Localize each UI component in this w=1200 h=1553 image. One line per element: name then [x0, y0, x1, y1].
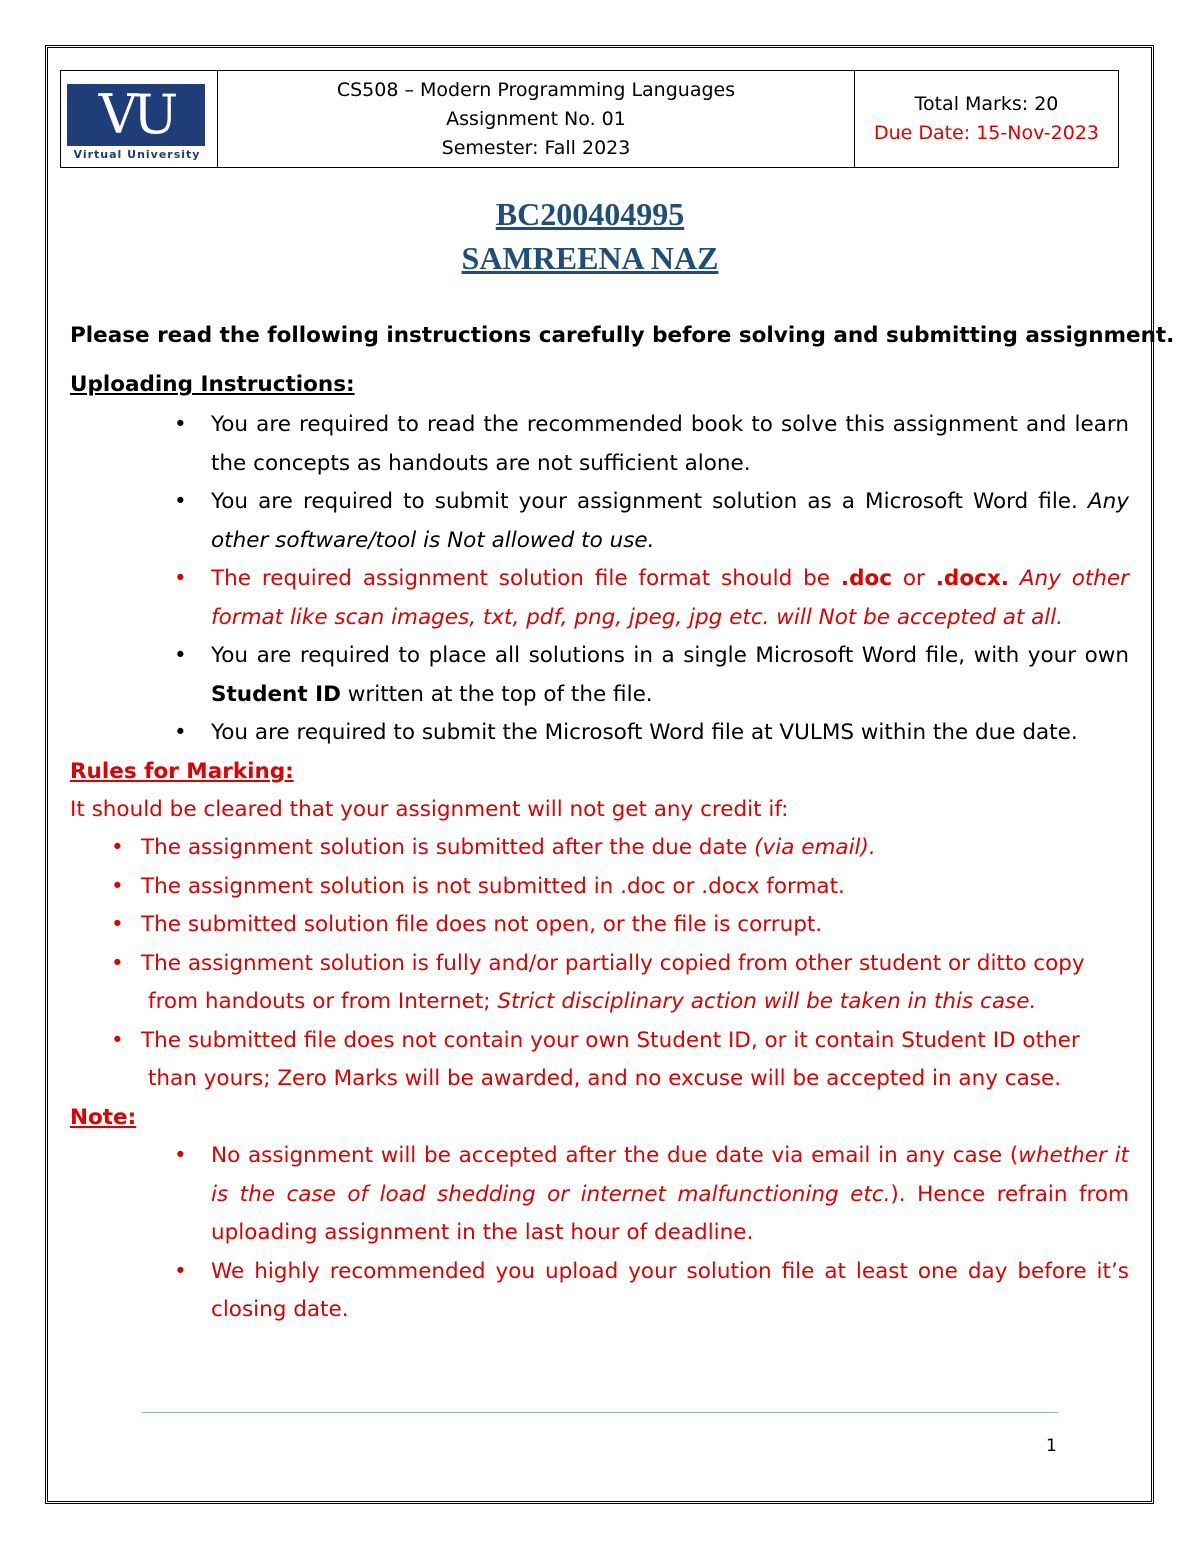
- list-item: • The assignment solution is fully and/or partially copied from other student or ditto copy from handouts or from Internet; Strict disciplinary action will be taken in this case.: [141, 945, 1129, 1022]
- note-heading: Note:: [70, 1105, 137, 1130]
- marks-info: [855, 71, 1119, 168]
- course-info: [218, 71, 855, 168]
- course-title: CS508 – Modern Programming Languages: [336, 78, 736, 101]
- list-item: • The assignment solution is submitted after the due date (via email).: [141, 829, 1129, 868]
- student-name: SAMREENA NAZ: [461, 240, 719, 276]
- list-item: • You are required to submit the Microsoft Word file at VULMS within the due date.: [211, 714, 1129, 753]
- uploading-heading: Uploading Instructions:: [70, 372, 355, 397]
- list-item: • The submitted file does not contain your own Student ID, or it contain Student ID other than yours; Zero Marks will be awarded, and no excuse will be accepted in any case.: [141, 1022, 1129, 1099]
- list-item: • The assignment solution is not submitted in .doc or .docx format.: [141, 868, 1129, 907]
- list-item: • We highly recommended you upload your solution file at least one day before it’s closing date.: [211, 1253, 1129, 1330]
- bullet-icon: •: [174, 720, 187, 745]
- rules-heading: Rules for Marking:: [70, 759, 294, 784]
- student-id: BC200404995: [495, 196, 685, 232]
- header-table: [60, 70, 1119, 168]
- bullet-icon: •: [174, 1143, 187, 1168]
- footer-divider: [142, 1412, 1058, 1413]
- note-list: [174, 1137, 1129, 1330]
- bullet-icon: •: [174, 566, 187, 591]
- bullet-icon: •: [174, 1258, 187, 1284]
- intro-text: Please read the following instructions carefully before solving and submitting assignment.: [70, 323, 1175, 348]
- total-marks: Total Marks: 20: [914, 93, 1059, 115]
- bullet-icon: •: [111, 1027, 124, 1053]
- list-item: • You are required to place all solutions in a single Microsoft Word file, with your own Student ID written at the top of the file.: [211, 637, 1129, 714]
- assignment-number: Assignment No. 01: [446, 107, 626, 130]
- bullet-icon: •: [174, 643, 187, 668]
- due-date: Due Date: 15-Nov-2023: [873, 122, 1100, 144]
- rules-list: [111, 829, 1129, 1099]
- list-item: • No assignment will be accepted after the due date via email in any case (whether it is the case of load shedding or internet malfunctioning etc.). Hence refrain from uploading assignment in the last hour of deadline.: [211, 1137, 1129, 1253]
- list-item: • You are required to submit your assignment solution as a Microsoft Word file. Any other software/tool is Not allowed to use.: [211, 483, 1129, 560]
- page-number: 1: [1046, 1436, 1057, 1456]
- bullet-icon: •: [111, 950, 124, 976]
- list-item: • You are required to read the recommended book to solve this assignment and learn the concepts as handouts are not sufficient alone.: [211, 406, 1129, 483]
- rules-lead: It should be cleared that your assignment will not get any credit if:: [70, 797, 789, 822]
- bullet-icon: •: [111, 912, 124, 937]
- logo-subtitle: Virtual University: [73, 148, 201, 161]
- logo-mark: VU: [67, 84, 205, 146]
- list-item: • The submitted solution file does not open, or the file is corrupt.: [141, 906, 1129, 945]
- logo-cell: [61, 71, 218, 168]
- vu-logo: [67, 84, 207, 164]
- semester: Semester: Fall 2023: [441, 136, 631, 159]
- list-item: • The required assignment solution file format should be .doc or .docx. Any other format like scan images, txt, pdf, png, jpeg, jpg etc. will Not be accepted at all.: [211, 560, 1129, 637]
- bullet-icon: •: [111, 873, 124, 899]
- uploading-list: [174, 406, 1129, 753]
- bullet-icon: •: [174, 489, 187, 514]
- bullet-icon: •: [174, 412, 187, 437]
- bullet-icon: •: [111, 835, 124, 860]
